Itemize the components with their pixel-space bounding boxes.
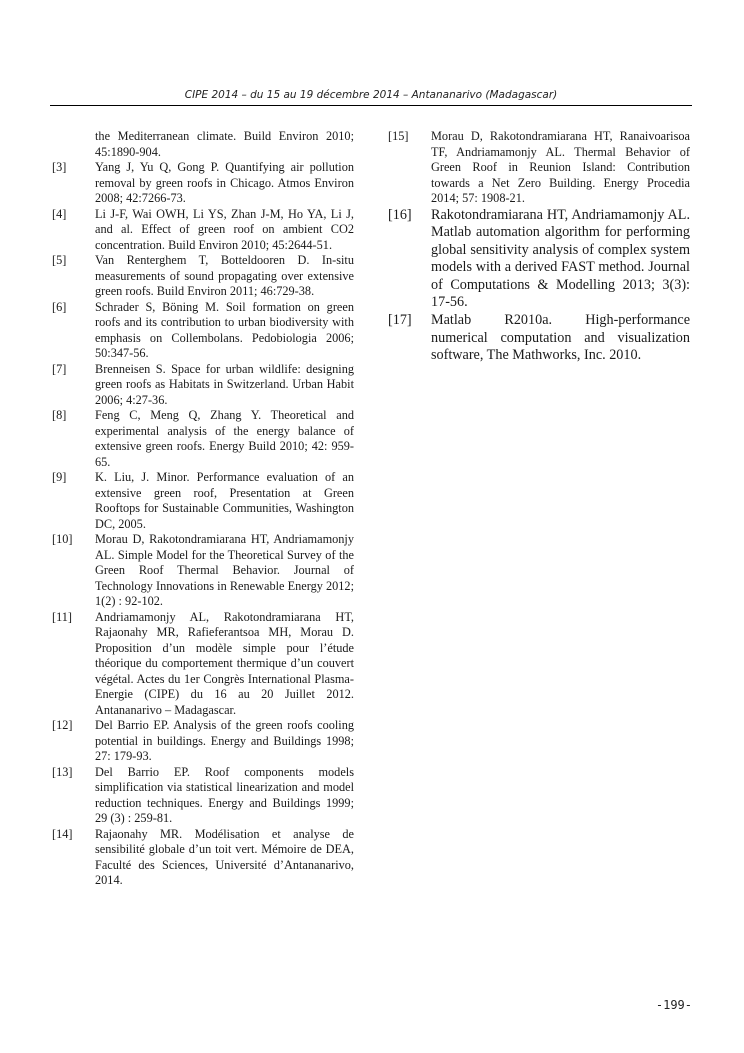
reference-text: Brenneisen S. Space for urban wildlife: designing green roofs as Habitats in Switzerland. Urban Habit 2006; 4:27-36.	[95, 361, 354, 407]
reference-continuation: the Mediterranean climate. Build Environ 2010; 45:1890-904.	[95, 129, 354, 159]
reference-number: [9]	[52, 470, 67, 484]
reference-item	[52, 610, 354, 719]
reference-item	[52, 827, 354, 889]
reference-number: [5]	[52, 253, 67, 267]
reference-item	[52, 470, 354, 532]
reference-text: Morau D, Rakotondramiarana HT, Andriamamonjy AL. Simple Model for the Theoretical Survey of the Green Roof Thermal Behavior. Journal of Technology Innovations in Renewable Energy 2012; 1(2) : 92-102.	[95, 532, 354, 608]
header-rule	[50, 105, 692, 106]
reference-number: [6]	[52, 299, 67, 314]
reference-text: Li J-F, Wai OWH, Li YS, Zhan J-M, Ho YA, Li J, and al. Effect of green roof on ambient CO2 concentration. Build Environ 2010; 45:2644-51.	[95, 206, 354, 252]
reference-text: Morau D, Rakotondramiarana HT, Ranaivoarisoa TF, Andriamamonjy AL. Thermal Behavior of Green Roof in Reunion Island: Contribution towards a Net Zero Building. Energy Procedia 2014; 57: 1908-21.	[431, 129, 690, 205]
reference-number: [15]	[388, 129, 409, 143]
reference-text: Feng C, Meng Q, Zhang Y. Theoretical and experimental analysis of the energy balance of extensive green roofs. Energy Build 2010; 42: 959-65.	[95, 408, 354, 469]
reference-item	[52, 253, 354, 300]
reference-text: Van Renterghem T, Botteldooren D. In-situ measurements of sound propagating over extensive green roofs. Build Environ 2011; 46:729-38.	[95, 253, 354, 298]
reference-list-right	[388, 129, 690, 365]
reference-number: [3]	[52, 160, 67, 174]
reference-number: [7]	[52, 361, 67, 376]
reference-item	[52, 765, 354, 827]
reference-text: Yang J, Yu Q, Gong P. Quantifying air pollution removal by green roofs in Chicago. Atmos Environ 2008; 42:7266-73.	[95, 160, 354, 205]
reference-item	[52, 362, 354, 409]
reference-text: K. Liu, J. Minor. Performance evaluation of an extensive green roof, Presentation at Green Rooftops for Sustainable Communities, Washington DC, 2005.	[95, 470, 354, 531]
reference-text: Rakotondramiarana HT, Andriamamonjy AL. Matlab automation algorithm for performing global sensitivity analysis of complex system models with a derived FAST method. Journal of Computations & Modelling 2013; 3(3): 17-56.	[431, 206, 690, 311]
reference-text: Del Barrio EP. Roof components models simplification via statistical linearization and model reduction techniques. Energy and Buildings 1999; 29 (3) : 259-81.	[95, 764, 354, 825]
reference-item	[388, 207, 690, 313]
reference-number: [14]	[52, 826, 73, 841]
reference-number: [10]	[52, 532, 73, 546]
reference-text: Schrader S, Böning M. Soil formation on green roofs and its contribution to urban biodiversity with emphasis on Collembolans. Pedobiologia 2006; 50:347-56.	[95, 299, 354, 360]
running-header: CIPE 2014 – du 15 au 19 décembre 2014 – Antananarivo (Madagascar)	[184, 89, 558, 101]
reference-list-left	[52, 160, 354, 889]
reference-text: Rajaonahy MR. Modélisation et analyse de sensibilité globale d’un toit vert. Mémoire de DEA, Faculté des Sciences, Université d’Antananarivo, 2014.	[95, 826, 354, 887]
references-right-column	[388, 129, 690, 365]
reference-item	[52, 300, 354, 362]
reference-item	[388, 312, 690, 365]
reference-text: Matlab R2010a. High-performance numerical computation and visualization software, The Mathworks, Inc. 2010.	[431, 312, 690, 364]
reference-number: [8]	[52, 408, 67, 422]
reference-item	[52, 207, 354, 254]
reference-number: [11]	[52, 609, 73, 624]
reference-number: [4]	[52, 206, 67, 221]
reference-item	[52, 718, 354, 765]
reference-number: [13]	[52, 764, 73, 779]
reference-text: Andriamamonjy AL, Rakotondramiarana HT, Rajaonahy MR, Rafieferantsoa MH, Morau D. Proposition d’un modèle simple pour l’étude théorique du comportement thermique d’un couvert végétal. Actes du 1er Congrès International Plasma-Energie (CIPE) du 16 au 20 Juillet 2012. Antananarivo – Madagascar.	[95, 609, 354, 717]
page-number: -199-	[655, 998, 692, 1012]
reference-item	[52, 532, 354, 610]
reference-item	[52, 160, 354, 207]
reference-number: [12]	[52, 718, 73, 732]
reference-item	[388, 129, 690, 207]
reference-item	[52, 408, 354, 470]
reference-number: [17]	[388, 312, 412, 329]
reference-number: [16]	[388, 206, 412, 223]
reference-text: Del Barrio EP. Analysis of the green roofs cooling potential in buildings. Energy and Buildings 1998; 27: 179-93.	[95, 718, 354, 763]
references-left-column	[52, 129, 354, 889]
